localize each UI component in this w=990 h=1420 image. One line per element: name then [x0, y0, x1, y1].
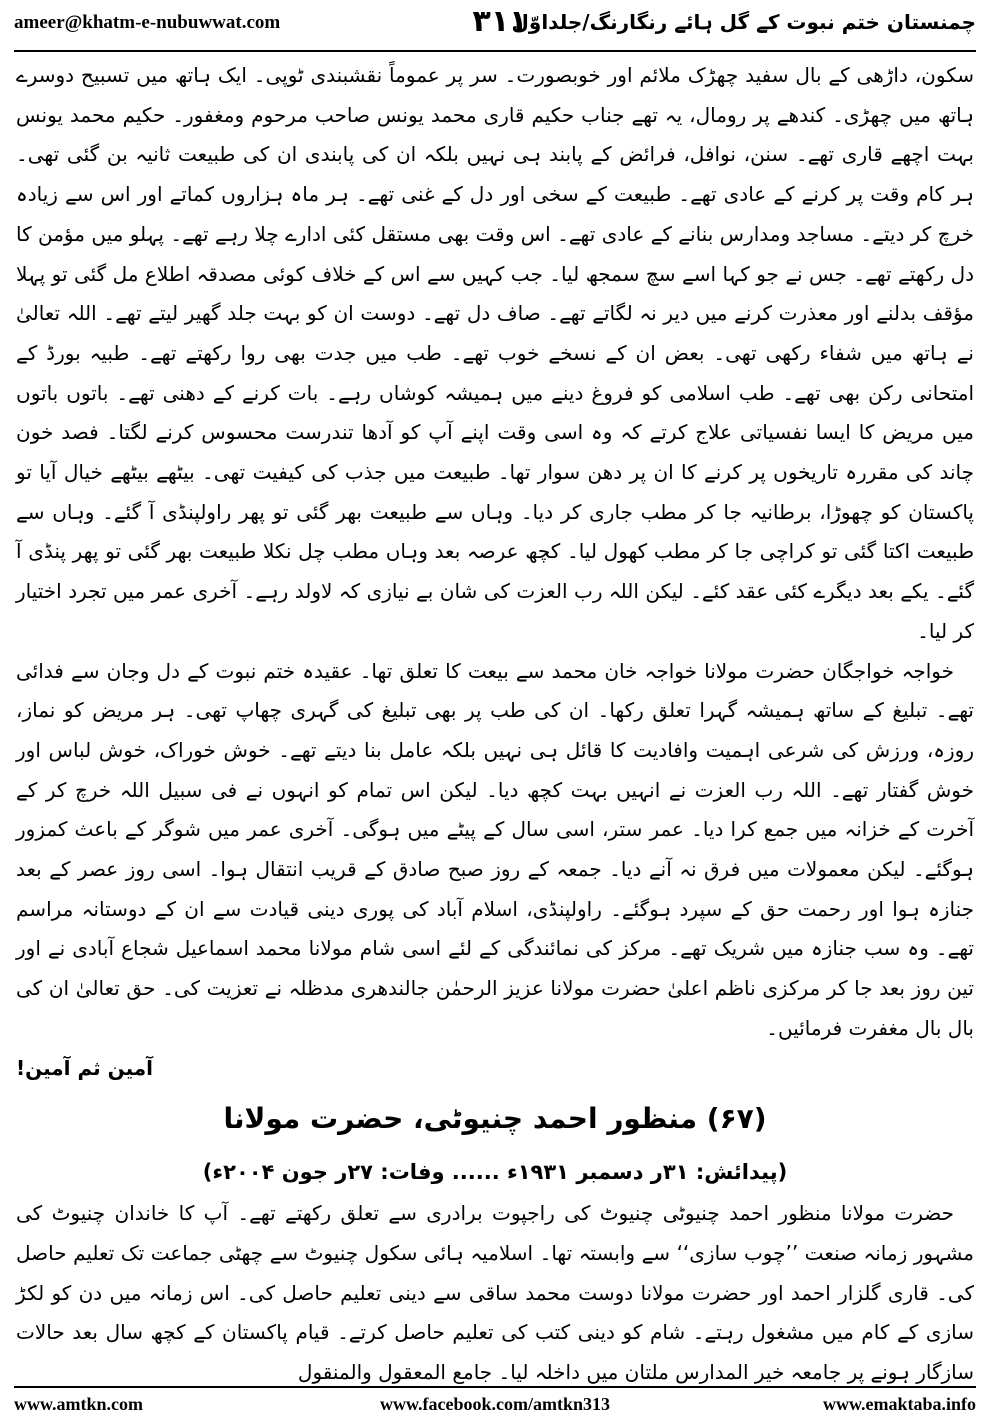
- body-paragraph: حضرت مولانا منظور احمد چنیوٹی چنیوٹ کی راجپوت برادری سے تعلق رکھتے تھے۔ آپ کا خاندان چنیوٹ کی مشہور زمانہ صنعت ’’چوب سازی‘‘ سے وابستہ تھا۔ اسلامیہ ہائی سکول چنیوٹ سے چھٹی جماعت تک تعلیم حاصل کی۔ قاری گلزار احمد اور حضرت مولانا دوست محمد ساقی سے دینی تعلیم حاصل کی۔ اس زمانہ میں دن کو لکڑ سازی کے کام میں مشغول رہتے۔ شام کو دینی کتب کی تعلیم حاصل کرتے۔ قیام پاکستان کے کچھ سال بعد حالات سازگار ہونے پر جامعہ خیر المدارس ملتان میں داخلہ لیا۔ جامع المعقول والمنقول: [16, 1201, 974, 1385]
- page-number: ۳۱۱: [472, 4, 528, 39]
- section-heading: (۶۷) منظور احمد چنیوٹی، حضرت مولانا: [223, 1102, 767, 1136]
- header-rule: [14, 50, 976, 52]
- footer-link-left[interactable]: www.amtkn.com: [14, 1394, 143, 1414]
- header-email: ameer@khatm-e-nubuwwat.com: [14, 12, 281, 33]
- closing-prayer: آمین ثم آمین!: [16, 1055, 154, 1080]
- page-header: [0, 0, 990, 52]
- body-paragraph: سکون، داڑھی کے بال سفید چھڑک ملائم اور خوبصورت۔ سر پر عموماً نقشبندی ٹوپی۔ ایک ہاتھ میں تسبیح دوسرے ہاتھ میں چھڑی۔ کندھے پر رومال، یہ تھے جناب حکیم قاری محمد یونس صاحب مرحوم ومغفور۔ حکیم محمد یونس بہت اچھے قاری تھے۔ سنن، نوافل، فرائض کے پابند ہی نہیں بلکہ ان کی پابندی ان کی طبیعت ثانیہ بن گئی تھی۔ ہر کام وقت پر کرنے کے عادی تھے۔ طبیعت کے سخی اور دل کے غنی تھے۔ ہر ماہ ہزاروں کماتے اور اس سے زیادہ خرچ کر دیتے۔ مساجد ومدارس بنانے کے عادی تھے۔ اس وقت بھی مستقل کئی ادارے چلا رہے تھے۔ پہلو میں مؤمن کا دل رکھتے تھے۔ جس نے جو کہا اسے سچ سمجھ لیا۔ جب کہیں سے اس کے خلاف کوئی مصدقہ اطلاع مل گئی تو پہلا مؤقف بدلنے اور معذرت کرنے میں دیر نہ لگاتے تھے۔ صاف دل تھے۔ دوست ان کو بہت جلد گھیر لیتے تھے۔ اللہ تعالیٰ نے ہاتھ میں شفاء رکھی تھی۔ بعض ان کے نسخے خوب تھے۔ طب میں جدت بھی روا رکھتے تھے۔ طبیہ بورڈ کے امتحانی رکن بھی تھے۔ طب اسلامی کو فروغ دینے میں ہمیشہ کوشاں رہے۔ بات کرنے کے دھنی تھے۔ باتوں باتوں میں مریض کا ایسا نفسیاتی علاج کرتے کہ وہ اسی وقت اپنے آپ کو آدھا تندرست محسوس کرنے لگتا۔ فصد خون چاند کی مقررہ تاریخوں پر کرنے کا ان پر دھن سوار تھا۔ طبیعت میں جذب کی کیفیت تھی۔ بیٹھے بیٹھے خیال آیا تو پاکستان کو چھوڑا، برطانیہ جا کر مطب جاری کر دیا۔ وہاں سے طبیعت بھر گئی تو پھر راولپنڈی آ گئے۔ وہاں سے طبیعت اکتا گئی تو کراچی جا کر مطب کھول لیا۔ کچھ عرصہ بعد وہاں مطب چل نکلا طبیعت بھر گئی تو پھر پنڈی آ گئے۔ یکے بعد دیگرے کئی عقد کئے۔ لیکن اللہ رب العزت کی شان بے نیازی کہ لاولد رہے۔ آخری عمر میں تجرد اختیار کر لیا۔: [16, 63, 974, 643]
- footer-link-center[interactable]: www.facebook.com/amtkn313: [380, 1394, 610, 1414]
- book-title: چمنستان ختم نبوت کے گل ہائے رنگارنگ/جلداوّل: [511, 10, 976, 34]
- page-footer: [0, 1388, 990, 1420]
- footer-link-right[interactable]: www.emaktaba.info: [822, 1394, 976, 1414]
- birth-death-dates: (پیدائش: ۳۱ر دسمبر ۱۹۳۱ء ...... وفات: ۲۷ر جون ۲۰۰۴ء): [202, 1160, 788, 1185]
- page-content: [16, 56, 974, 1385]
- body-paragraph: خواجہ خواجگان حضرت مولانا خواجہ خان محمد سے بیعت کا تعلق تھا۔ عقیدہ ختم نبوت کے دل وجان سے فدائی تھے۔ تبلیغ کے ساتھ ہمیشہ گہرا تعلق رکھا۔ ان کی طب پر بھی تبلیغ کی گہری چھاپ تھی۔ ہر مریض کو نماز، روزہ، ورزش کی شرعی اہمیت وافادیت کا قائل ہی نہیں بلکہ عامل بنا دیتے تھے۔ خوش خوراک، خوش لباس اور خوش گفتار تھے۔ اللہ رب العزت نے انہیں بہت کچھ دیا۔ لیکن اس تمام کو انہوں نے فی سبیل اللہ خرچ کر کے آخرت کے خزانہ میں جمع کرا دیا۔ عمر ستر، اسی سال کے پیٹے میں ہوگی۔ آخری عمر میں شوگر کے باعث کمزور ہوگئے۔ لیکن معمولات میں فرق نہ آنے دیا۔ جمعہ کے روز صبح صادق کے قریب انتقال ہوا۔ اسی روز عصر کے بعد جنازہ ہوا اور رحمت حق کے سپرد ہوگئے۔ راولپنڈی، اسلام آباد کی پوری دینی قیادت سے ان کے دوستانہ مراسم تھے۔ وہ سب جنازہ میں شریک تھے۔ مرکز کی نمائندگی کے لئے اسی شام مولانا محمد اسماعیل شجاع آبادی نے اور تین روز بعد جا کر مرکزی ناظم اعلیٰ حضرت مولانا عزیز الرحمٰن جالندھری مدظلہ نے تعزیت کی۔ حق تعالیٰ ان کی بال بال مغفرت فرمائیں۔: [16, 658, 974, 1040]
